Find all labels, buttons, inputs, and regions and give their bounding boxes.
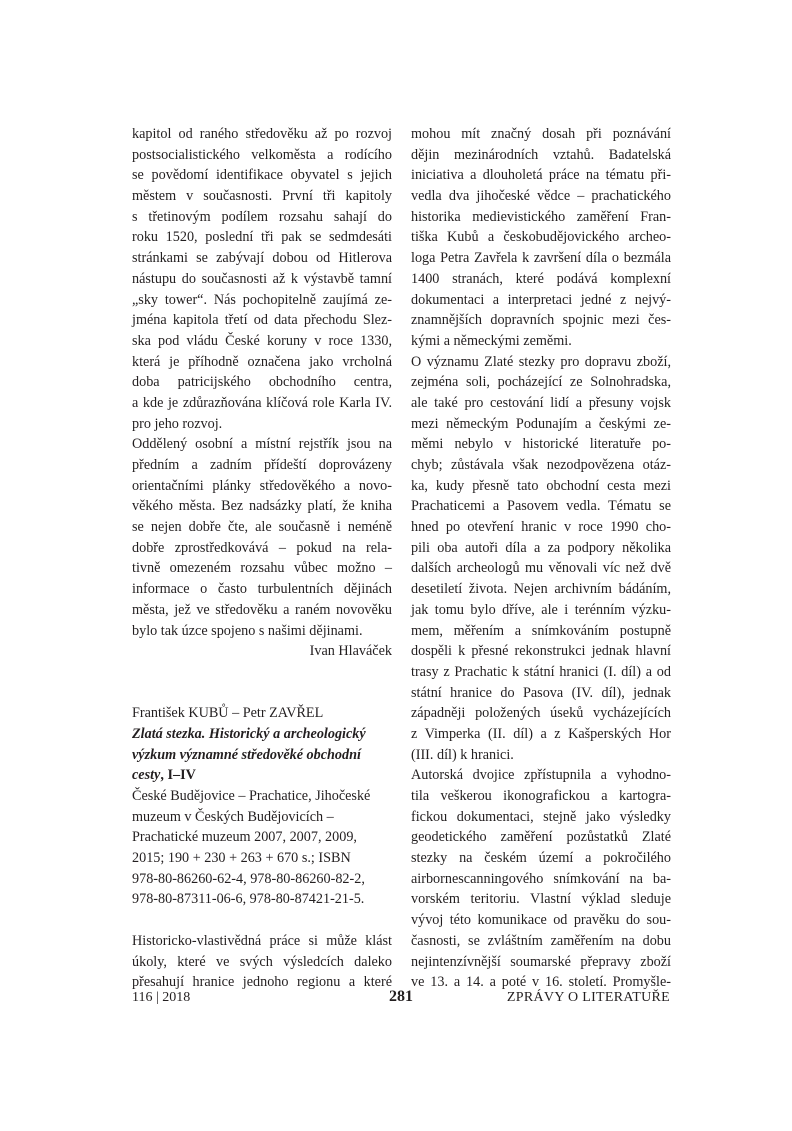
review-text-2 (132, 931, 392, 993)
text-line: kapitol od raného středověku až po rozvoj (132, 126, 392, 142)
text-line: ska pod vládu České koruny v roce 1330, (132, 332, 392, 349)
text-line: stezky na českém území a pokročilého (411, 850, 671, 867)
text-line: s třetinovým podílem rozsahu sahají do (132, 208, 392, 225)
text-line: státní hranice do Pasova (IV. díl), jednak (411, 684, 671, 701)
text-line: a kde je zdůrazňována klíčová role Karla IV. (132, 394, 392, 411)
page-footer (132, 988, 670, 1010)
text-line: 1400 stranách, které podává komplexní (411, 270, 671, 287)
text-line: tila veškerou ikonografickou a kartogra- (411, 788, 671, 804)
text-line: airbornescanningového snímkování na ba- (411, 870, 671, 887)
citation-publication-line: České Budějovice – Prachatice, Jihočeské (132, 788, 371, 804)
citation-publication-line: 978-80-87311-06-6, 978-80-87421-21-5. (132, 891, 365, 908)
text-line: „sky tower“. Nás pochopitelně zaujímá ze- (132, 291, 392, 308)
text-line: nástupu do současnosti až k výstavbě tamní (132, 270, 392, 287)
text-line: zejména soli, pocházející ze Solnohradska, (411, 374, 671, 391)
text-line: vývoj této komunikace od pravěku do sou- (411, 912, 671, 929)
text-line: mezi německým Podunajím a českými ze- (411, 415, 671, 432)
citation-publication-line: 978-80-86260-62-4, 978-80-86260-82-2, (132, 870, 365, 887)
text-line: vorském teritoriu. Vlastní výklad sleduje (411, 891, 671, 908)
text-line: se povědomí identifikace obyvatel s jejich (132, 167, 392, 184)
text-line: Historicko-vlastivědná práce si může klást (132, 932, 392, 949)
text-line: tiška Kubů a českobudějovického archeo- (411, 229, 671, 246)
text-line: historika medievistického zaměření Fran- (411, 208, 671, 225)
text-line: iniciativa a dlouholetá práce na tématu při- (411, 167, 671, 184)
text-line: jak tomu bylo dříve, ale i terénním výzku- (411, 601, 671, 618)
text-line: tivně omezeném rozsahu vůbec možno – (132, 560, 392, 577)
text-line: (III. díl) k hranici. (411, 746, 514, 763)
citation-title-end: cesty (132, 767, 161, 784)
text-line: měmi nebylo v historické literatuře po- (411, 436, 671, 453)
text-line: loga Petra Zavřela k završení díla o bezmála (411, 250, 671, 267)
text-line: kými a německými zeměmi. (411, 332, 572, 349)
text-line: dějin mezinárodních vztahů. Badatelská (411, 146, 671, 163)
citation-publication-line: muzeum v Českých Budějovicích – (132, 808, 334, 825)
page-number: 281 (389, 988, 413, 1005)
text-line: úkoly, které ve svých výsledcích daleko (132, 953, 392, 970)
citation-title-line: výzkum významné středověké obchodní (132, 746, 361, 763)
section-title: ZPRÁVY O LITERATUŘE (506, 990, 670, 1005)
text-line: mem, měřením a snímkováním postupně (411, 622, 671, 639)
text-line: přesahují hranice jednoho regionu a které (132, 974, 392, 991)
review-text (132, 124, 392, 662)
text-line: trasy z Prachatic k státní hranici (I. díl) a od (411, 663, 671, 680)
text-line: roku 1520, poslední tři pak se sedmdesáti (132, 229, 392, 246)
text-line: dokumentaci a interpretaci jedné z nejvý- (411, 291, 671, 308)
text-line: doba patricijského obchodního centra, (132, 374, 392, 391)
text-line: ale také pro cestování lidí a přesuny vojsk (411, 394, 671, 411)
text-line: ka, kudy přesně tato obchodní cesta mezi (411, 477, 671, 494)
citation-title-line: Zlatá stezka. Historický a archeologický (132, 725, 366, 742)
spacer (132, 683, 392, 704)
text-line: dalších archeologů mu věnovali víc než dvě (411, 560, 671, 577)
text-line: bylo tak úzce spojeno s našimi dějinami. (132, 622, 363, 639)
citation-publication-line: Prachatické muzeum 2007, 2007, 2009, (132, 829, 357, 846)
text-line: města, jež ve středověku a raném novověku (132, 601, 392, 618)
text-line: západněji položených úseků vycházejících (411, 705, 671, 722)
text-line: desetiletí života. Nejen archivním bádáním, (411, 581, 671, 598)
text-line: jména kapitola třetí od data přechodu Slez- (132, 312, 392, 329)
text-line: Autorská dvojice zpřístupnila a vyhodno- (411, 767, 671, 784)
right-column (411, 124, 671, 993)
text-line: Oddělený osobní a místní rejstřík jsou na (132, 436, 392, 453)
citation-title-line (132, 765, 392, 786)
text-line: stránkami se zabývají dobou od Hitlerova (132, 250, 392, 267)
review-author-signature: Ivan Hlaváček (309, 643, 392, 660)
text-line: se nejen dobře čte, ale současně i neméně (132, 519, 392, 536)
text-line: dobře zprostředkovává – pokud na rela- (132, 539, 392, 556)
citation-authors: František KUBŮ – Petr ZAVŘEL (132, 705, 324, 722)
text-line: pili oba autoři díla a za podpory několika (411, 539, 671, 556)
text-line: věkého města. Bez nadsázky platí, že kniha (132, 498, 392, 515)
text-line: orientačními plánky středověkého a novo- (132, 477, 392, 494)
text-line: postsocialistického velkoměsta a rodícího (132, 146, 392, 163)
text-line: předním a zadním přídeští doprovázeny (132, 457, 392, 473)
citation-volumes: , I–IV (160, 767, 196, 784)
text-line: mohou mít značný dosah při poznávání (411, 126, 671, 142)
text-line: O významu Zlaté stezky pro dopravu zboží, (411, 353, 671, 370)
text-line: časnosti, se zvláštním zaměřením na dobu (411, 932, 671, 949)
text-line: která je příhodně označena jako vrcholná (132, 353, 392, 370)
text-line: fickou dokumentaci, stejně jako výsledky (411, 808, 671, 825)
left-column (132, 124, 392, 993)
text-line: městem v současnosti. První tři kapitoly (132, 188, 392, 205)
text-line: hned po otevření hranic v roce 1990 cho- (411, 519, 671, 536)
spacer (132, 662, 392, 683)
spacer (132, 910, 392, 931)
text-line: chyb; zůstávala však nezodpovězena otáz- (411, 457, 671, 473)
text-line: nejintenzívnější soumarské přepravy zboží (411, 953, 671, 970)
text-line: informace o často turbulentních dějinách (132, 581, 392, 598)
text-line: ve 13. a 14. a poté v 16. století. Promyšle- (411, 974, 671, 991)
issue-number: 116 | 2018 (132, 990, 191, 1005)
citation-publication-line: 2015; 190 + 230 + 263 + 670 s.; ISBN (132, 850, 351, 867)
text-line: z Vimperka (II. díl) a z Kašperských Hor (411, 725, 671, 742)
text-line: geodetického zaměření pozůstatků Zlaté (411, 829, 671, 846)
text-line: dospěli k přesné rekonstrukci jednak hlavní (411, 643, 671, 660)
text-line: pro jeho rozvoj. (132, 415, 223, 432)
text-line: Prachaticemi a Pasovem vedla. Tématu se (411, 498, 671, 515)
book-citation (132, 703, 392, 910)
text-line: vedla dva jihočeské vědce – prachatického (411, 188, 671, 205)
text-line: znamnějších dopravních spojnic mezi čes- (411, 312, 671, 329)
